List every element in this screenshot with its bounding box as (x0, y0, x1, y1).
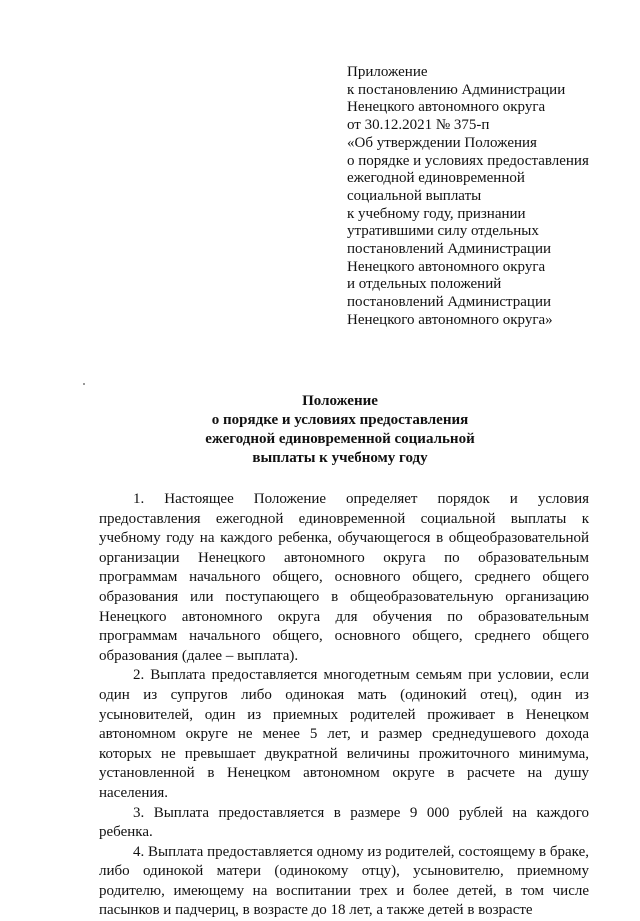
paragraph-3: 3. Выплата предоставляется в размере 9 000 рублей на каждого ребенка. (99, 804, 589, 841)
appendix-line: от 30.12.2021 № 375-п (347, 117, 490, 134)
paragraph-4: 4. Выплата предоставляется одному из родителей, состоящему в браке, либо одинокой матери (одинокому отцу), усыновителю, приемному родителю, имеющему на воспитании трех и более детей, в том числе пасынков и падчериц, в возрасте до 18 лет, а также детей в возрасте (99, 843, 589, 919)
appendix-line: социальной выплаты (347, 187, 482, 204)
title-line: выплаты к учебному году (252, 450, 428, 466)
appendix-line: к учебному году, признании (347, 205, 526, 222)
title-line: Положение (302, 393, 378, 409)
paragraph-2: 2. Выплата предоставляется многодетным семьям при условии, если один из супругов либо одинокая мать (одинокий отец), один из усыновителей, один из приемных родителей проживает в Ненецком автономном округе не менее 5 лет, и размер среднедушевого дохода которых не превышает двукратной величины прожиточного минимума, установленной в Ненецком автономном округе в расчете на душу населения. (99, 667, 589, 801)
appendix-line: Приложение (347, 64, 428, 80)
appendix-line: к постановлению Администрации (347, 81, 566, 98)
appendix-header (347, 64, 617, 330)
title-line: ежегодной единовременной социальной (205, 431, 475, 447)
appendix-line: Ненецкого автономного округа» (347, 311, 553, 328)
scan-speck (83, 383, 85, 385)
appendix-line: утратившими силу отдельных (347, 223, 539, 240)
appendix-line: постановлений Администрации (347, 294, 552, 311)
appendix-line: Ненецкого автономного округа (347, 258, 546, 275)
appendix-line: о порядке и условиях предоставления (347, 152, 589, 169)
title-line: о порядке и условиях предоставления (211, 412, 469, 428)
appendix-line: «Об утверждении Положения (347, 134, 537, 151)
document-body (99, 490, 589, 921)
document-title (90, 392, 590, 468)
appendix-line: постановлений Администрации (347, 241, 552, 258)
appendix-line: Ненецкого автономного округа (347, 99, 546, 116)
appendix-line: ежегодной единовременной (347, 170, 525, 187)
paragraph-1: 1. Настоящее Положение определяет порядок и условия предоставления ежегодной единовременной социальной выплаты к учебному году на каждого ребенка, обучающегося в общеобразовательной организации Ненецкого автономного округа по образовательным программам начального общего, основного общего, среднего общего образования или поступающего в общеобразовательную организацию Ненецкого автономного округа для обучения по образовательным программам начального общего, основного общего, среднего общего образования (далее – выплата). (99, 491, 589, 664)
appendix-line: и отдельных положений (347, 276, 502, 293)
